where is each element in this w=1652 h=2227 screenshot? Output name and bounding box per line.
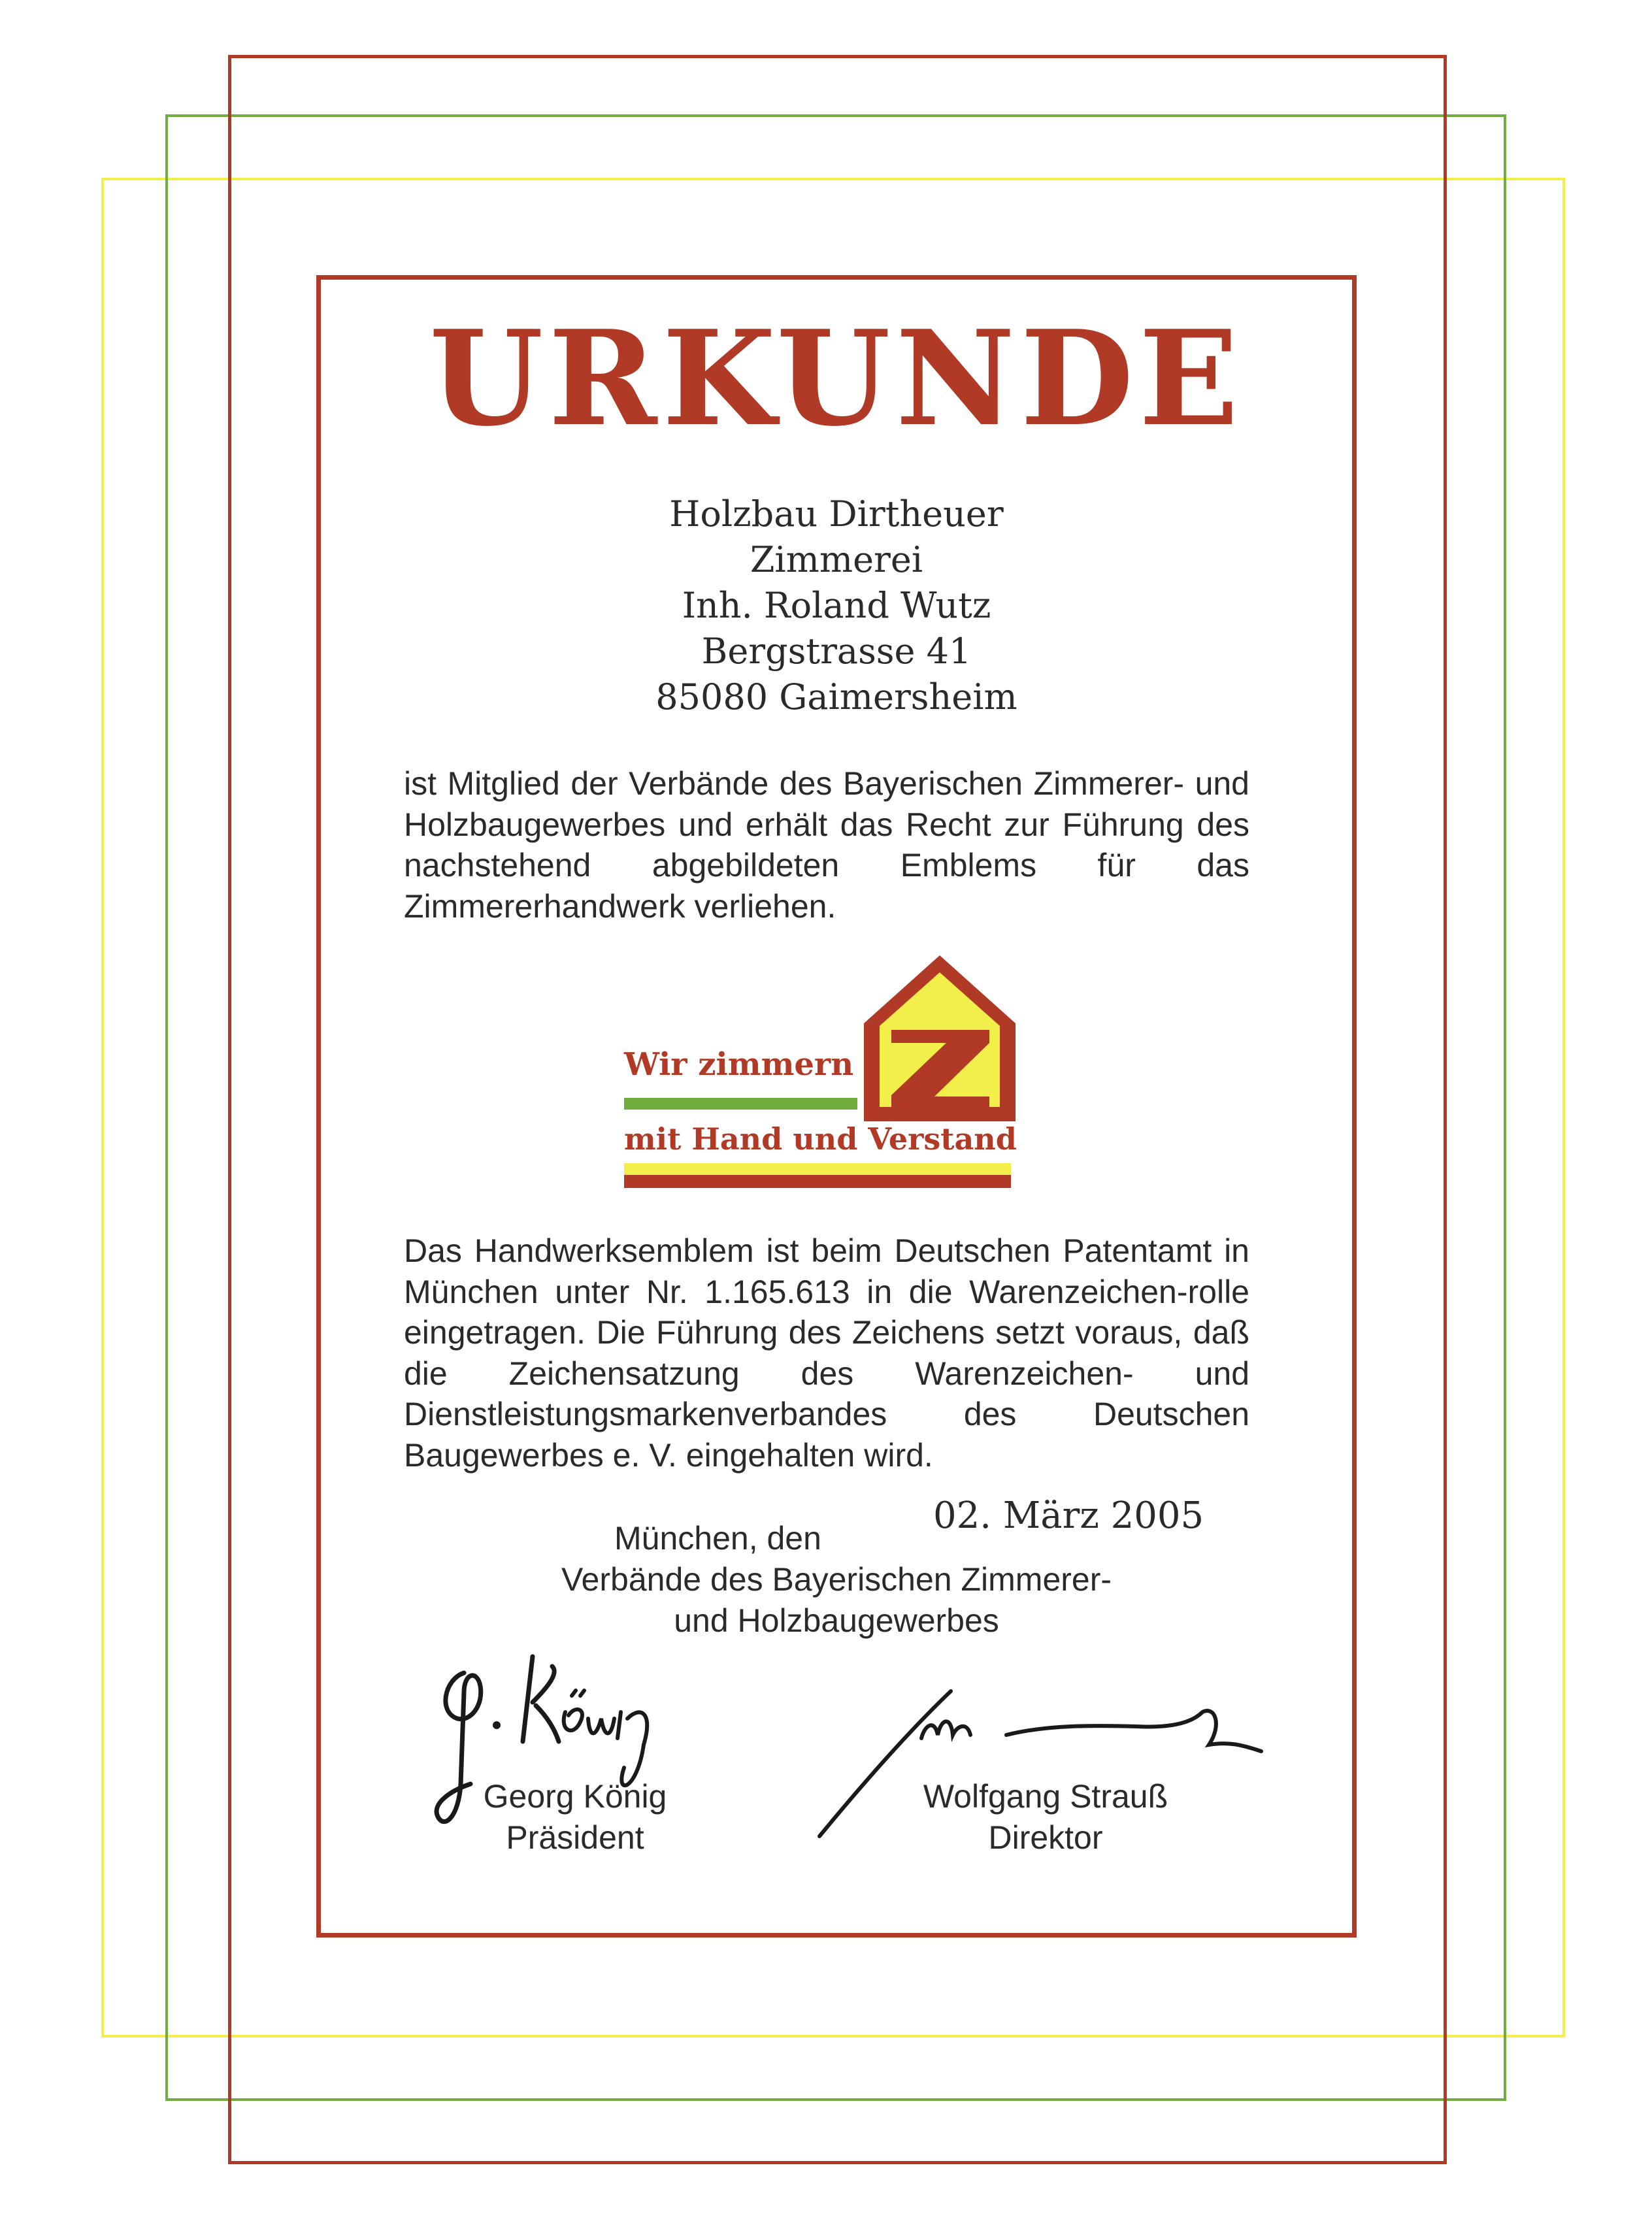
signatory-role: Präsident — [506, 1819, 644, 1856]
trademark-paragraph: Das Handwerksemblem ist beim Deutschen Patentamt in München unter Nr. 1.165.613 in die Warenzeichen-rolle eingetragen. Die Führung des Zeichens setzt voraus, daß die Zeichensatzung des Warenzeichen- und Dienstleistungsmarkenverbandes des Deutschen Baugewerbes e. V. eingehalten wird. — [404, 1232, 1249, 1474]
recipient-city: 85080 Gaimersheim — [655, 676, 1017, 718]
house-z-icon — [861, 953, 1018, 1124]
issue-place: München, den — [614, 1520, 821, 1557]
recipient-block — [316, 491, 1357, 720]
emblem-red-bar — [624, 1175, 1011, 1188]
emblem-slogan-line-1: Wir zimmern — [624, 1046, 854, 1083]
issue-date: 02. März 2005 — [933, 1494, 1204, 1537]
signatory-role: Direktor — [988, 1819, 1103, 1856]
signatory-president — [457, 1776, 693, 1858]
emblem-green-bar — [624, 1098, 857, 1110]
certificate-title: URKUNDE — [429, 302, 1244, 455]
signatory-name: Wolfgang Strauß — [923, 1778, 1168, 1815]
signatory-name: Georg König — [483, 1778, 667, 1815]
issuer-block — [316, 1559, 1357, 1641]
recipient-trade: Zimmerei — [750, 539, 923, 580]
issuer-line-2: und Holzbaugewerbes — [674, 1602, 999, 1639]
recipient-street: Bergstrasse 41 — [701, 631, 972, 672]
issuer-line-1: Verbände des Bayerischen Zimmerer- — [561, 1561, 1112, 1598]
recipient-company: Holzbau Dirtheuer — [669, 493, 1004, 535]
membership-paragraph: ist Mitglied der Verbände des Bayerischen Zimmerer- und Holzbaugewerbes und erhält das Recht zur Führung des nachstehend abgebildeten Emblems für das Zimmererhandwerk verliehen. — [404, 765, 1249, 925]
emblem-yellow-bar — [624, 1163, 1011, 1175]
emblem-slogan-line-2: mit Hand und Verstand — [624, 1121, 1017, 1157]
signatory-director — [902, 1776, 1189, 1858]
recipient-owner: Inh. Roland Wutz — [682, 585, 991, 626]
